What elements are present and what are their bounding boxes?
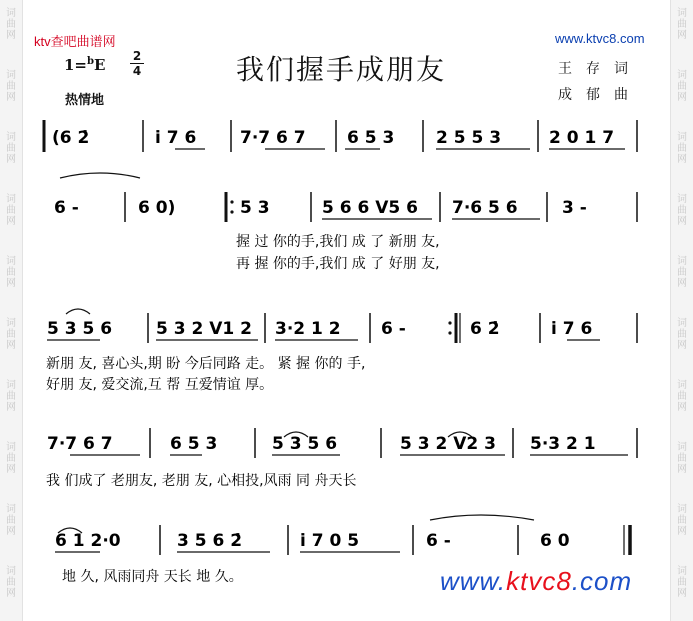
measure-1-1: (6 2̇ [52, 128, 90, 148]
watermark-glyph-stack: 词 曲 网 [6, 70, 16, 103]
measure-2-3: 5 3 [240, 198, 270, 218]
brand-prefix: www. [440, 566, 507, 596]
score-row-4 [46, 428, 637, 489]
watermark-glyph-stack: 词 曲 网 [677, 256, 687, 289]
lyrics-row-2-verse-1: 握 过 你的手,我们 成 了 新朋 友, [236, 234, 440, 250]
watermark-glyph-stack: 词 曲 网 [6, 318, 16, 351]
lyrics-row-3-verse-2: 好朋 友, 爱交流,互 帮 互爱情谊 厚。 [46, 377, 274, 393]
measure-1-4: 6 5 3 [347, 128, 395, 148]
measure-1-6: 2 0 1 7 [549, 128, 615, 148]
watermark-glyph-stack: 词 曲 网 [6, 566, 16, 599]
watermark-glyph-stack: 词 曲 网 [6, 194, 16, 227]
measure-2-2: 6 0) [138, 198, 176, 218]
watermark-glyph-stack: 词 曲 网 [6, 380, 16, 413]
watermark-glyph-stack: 词 曲 网 [677, 318, 687, 351]
measure-2-5: 7·6 5 6 [452, 198, 518, 218]
key-note: E [94, 56, 106, 74]
measure-4-3: 5 3 5 6 [272, 434, 338, 454]
score-row-3 [46, 309, 637, 393]
watermark-glyph-stack: 词 曲 网 [6, 132, 16, 165]
watermark-glyph-stack: 词 曲 网 [6, 504, 16, 537]
measure-4-2: 6 5 3 [170, 434, 218, 454]
measure-3-4: 6 - [381, 319, 406, 339]
key-prefix: 1= [64, 56, 88, 74]
watermark-glyph-stack: 词 曲 网 [677, 566, 687, 599]
score-row-1 [44, 120, 637, 152]
measure-5-4: 6 - [426, 531, 451, 551]
measure-2-6: 3 - [562, 198, 587, 218]
lyrics-row-5: 地 久, 风雨同舟 天长 地 久。 [62, 569, 243, 585]
lyrics-row-2-verse-2: 再 握 你的手,我们 成 了 好朋 友, [236, 256, 440, 272]
measure-1-5: 2 5 5 3 [436, 128, 502, 148]
measure-1-3: 7·7 6 7 [240, 128, 306, 148]
measure-3-1: 5 3 5 6 [47, 319, 113, 339]
time-bottom: 4 [130, 63, 144, 78]
site-url-right: www.ktvc8.com [555, 31, 645, 46]
watermark-glyph-stack: 词 曲 网 [677, 504, 687, 537]
measure-5-1: 6 1 2·0 [55, 531, 121, 551]
measure-3-2: 5 3 2 V1 2 [156, 319, 252, 339]
brand-highlight: ktvc8 [506, 566, 572, 596]
lyricist-credit: 王存词 [558, 61, 642, 77]
watermark-glyph-stack: 词 曲 网 [677, 70, 687, 103]
measure-2-4: 5 6 6 V5 6 [322, 198, 418, 218]
measure-3-6: i̇ 7 6 [551, 319, 593, 339]
brand-suffix: .com [571, 566, 633, 596]
watermark-glyph-stack: 词 曲 网 [6, 442, 16, 475]
watermark-glyph-stack: 词 曲 网 [677, 194, 687, 227]
measure-3-3: 3·2 1 2 [275, 319, 341, 339]
measure-4-5: 5·3 2 1 [530, 434, 596, 454]
measure-4-1: 7·7 6 7 [47, 434, 113, 454]
watermark-glyph-stack: 词 曲 网 [677, 380, 687, 413]
flat-sign: b [87, 56, 95, 67]
measure-2-1: 6 - [54, 198, 79, 218]
measure-5-2: 3 5 6 2̇ [177, 531, 243, 551]
song-title: 我们握手成朋友 [236, 53, 447, 86]
score-row-2 [54, 173, 637, 272]
site-name-left: ktv查吧曲谱网 [34, 34, 116, 49]
lyrics-row-3-verse-1: 新朋 友, 喜心头,期 盼 今后同路 走。 紧 握 你的 手, [46, 356, 366, 372]
brand-watermark [440, 566, 632, 597]
watermark-glyph-stack: 词 曲 网 [6, 256, 16, 289]
measure-3-5: 6 2̇ [470, 319, 500, 339]
lyrics-row-4: 我 们成了 老朋友, 老朋 友, 心相投,风雨 同 舟天长 [46, 473, 357, 489]
measure-4-4: 5 3 2 V2 3 [400, 434, 496, 454]
watermark-glyph-stack: 词 曲 网 [677, 132, 687, 165]
time-top: 2 [132, 49, 142, 63]
measure-5-3: i̇ 7 0 5 [300, 531, 360, 551]
composer-credit: 成郁曲 [558, 87, 642, 103]
tempo-marking: 热情地 [65, 93, 105, 108]
measure-5-5: 6 0 [540, 531, 570, 551]
watermark-glyph-stack: 词 曲 网 [6, 8, 16, 41]
watermark-glyph-stack: 词 曲 网 [677, 442, 687, 475]
measure-1-2: i̇ 7 6 [155, 128, 197, 148]
watermark-glyph-stack: 词 曲 网 [677, 8, 687, 41]
